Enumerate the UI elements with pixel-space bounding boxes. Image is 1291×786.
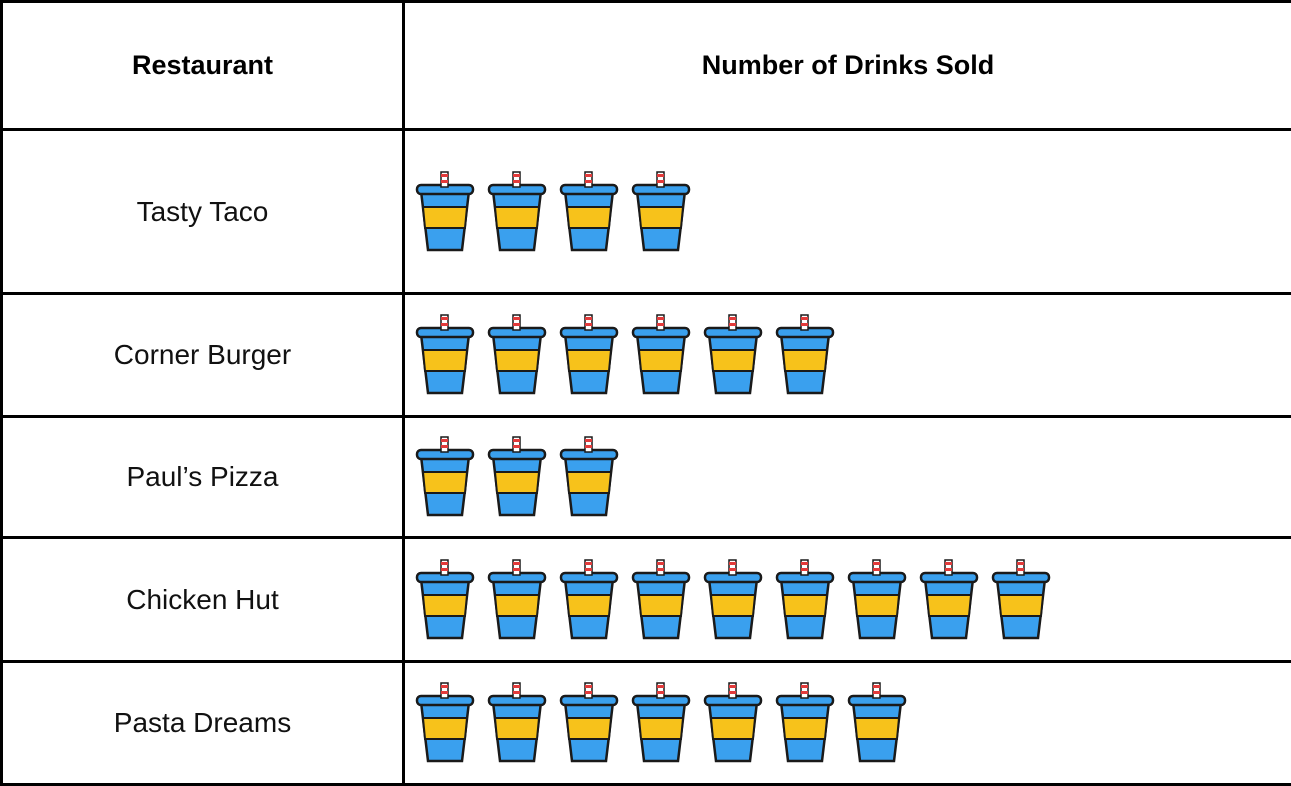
header-row bbox=[2, 2, 1291, 130]
drink-icons-row bbox=[413, 559, 1291, 641]
drink-cup-icon bbox=[629, 314, 693, 396]
drinks-pictograph-cell bbox=[404, 417, 1291, 538]
drink-cup-icon bbox=[485, 436, 549, 518]
drink-cup-icon bbox=[845, 682, 909, 764]
restaurant-name: Tasty Taco bbox=[2, 130, 404, 294]
drink-cup-icon bbox=[413, 559, 477, 641]
restaurant-name: Chicken Hut bbox=[2, 538, 404, 662]
drinks-pictograph-cell bbox=[404, 538, 1291, 662]
drink-cup-icon bbox=[989, 559, 1053, 641]
table-row bbox=[2, 538, 1291, 662]
table-row bbox=[2, 417, 1291, 538]
drink-cup-icon bbox=[629, 171, 693, 253]
table-row bbox=[2, 294, 1291, 417]
column-header-drinks: Number of Drinks Sold bbox=[404, 2, 1291, 130]
restaurant-name: Corner Burger bbox=[2, 294, 404, 417]
restaurant-name: Pasta Dreams bbox=[2, 662, 404, 785]
drink-cup-icon bbox=[557, 559, 621, 641]
drink-cup-icon bbox=[485, 559, 549, 641]
drink-cup-icon bbox=[485, 171, 549, 253]
drink-cup-icon bbox=[413, 436, 477, 518]
drink-cup-icon bbox=[557, 436, 621, 518]
drink-cup-icon bbox=[413, 314, 477, 396]
drink-cup-icon bbox=[845, 559, 909, 641]
drinks-pictograph-cell bbox=[404, 294, 1291, 417]
drink-cup-icon bbox=[557, 682, 621, 764]
drinks-pictograph-cell bbox=[404, 662, 1291, 785]
drink-cup-icon bbox=[917, 559, 981, 641]
drink-cup-icon bbox=[701, 314, 765, 396]
table-row bbox=[2, 662, 1291, 785]
drink-cup-icon bbox=[629, 682, 693, 764]
drink-cup-icon bbox=[413, 682, 477, 764]
drink-cup-icon bbox=[773, 682, 837, 764]
drink-cup-icon bbox=[629, 559, 693, 641]
drink-icons-row bbox=[413, 171, 1291, 253]
drink-cup-icon bbox=[701, 559, 765, 641]
table-row bbox=[2, 130, 1291, 294]
drink-cup-icon bbox=[413, 171, 477, 253]
drink-cup-icon bbox=[485, 682, 549, 764]
restaurant-name: Paul’s Pizza bbox=[2, 417, 404, 538]
drink-cup-icon bbox=[701, 682, 765, 764]
drink-cup-icon bbox=[773, 559, 837, 641]
drink-cup-icon bbox=[557, 314, 621, 396]
drink-icons-row bbox=[413, 436, 1291, 518]
drink-cup-icon bbox=[485, 314, 549, 396]
drink-cup-icon bbox=[773, 314, 837, 396]
column-header-restaurant: Restaurant bbox=[2, 2, 404, 130]
drinks-pictograph-cell bbox=[404, 130, 1291, 294]
drink-icons-row bbox=[413, 314, 1291, 396]
drink-icons-row bbox=[413, 682, 1291, 764]
drink-cup-icon bbox=[557, 171, 621, 253]
